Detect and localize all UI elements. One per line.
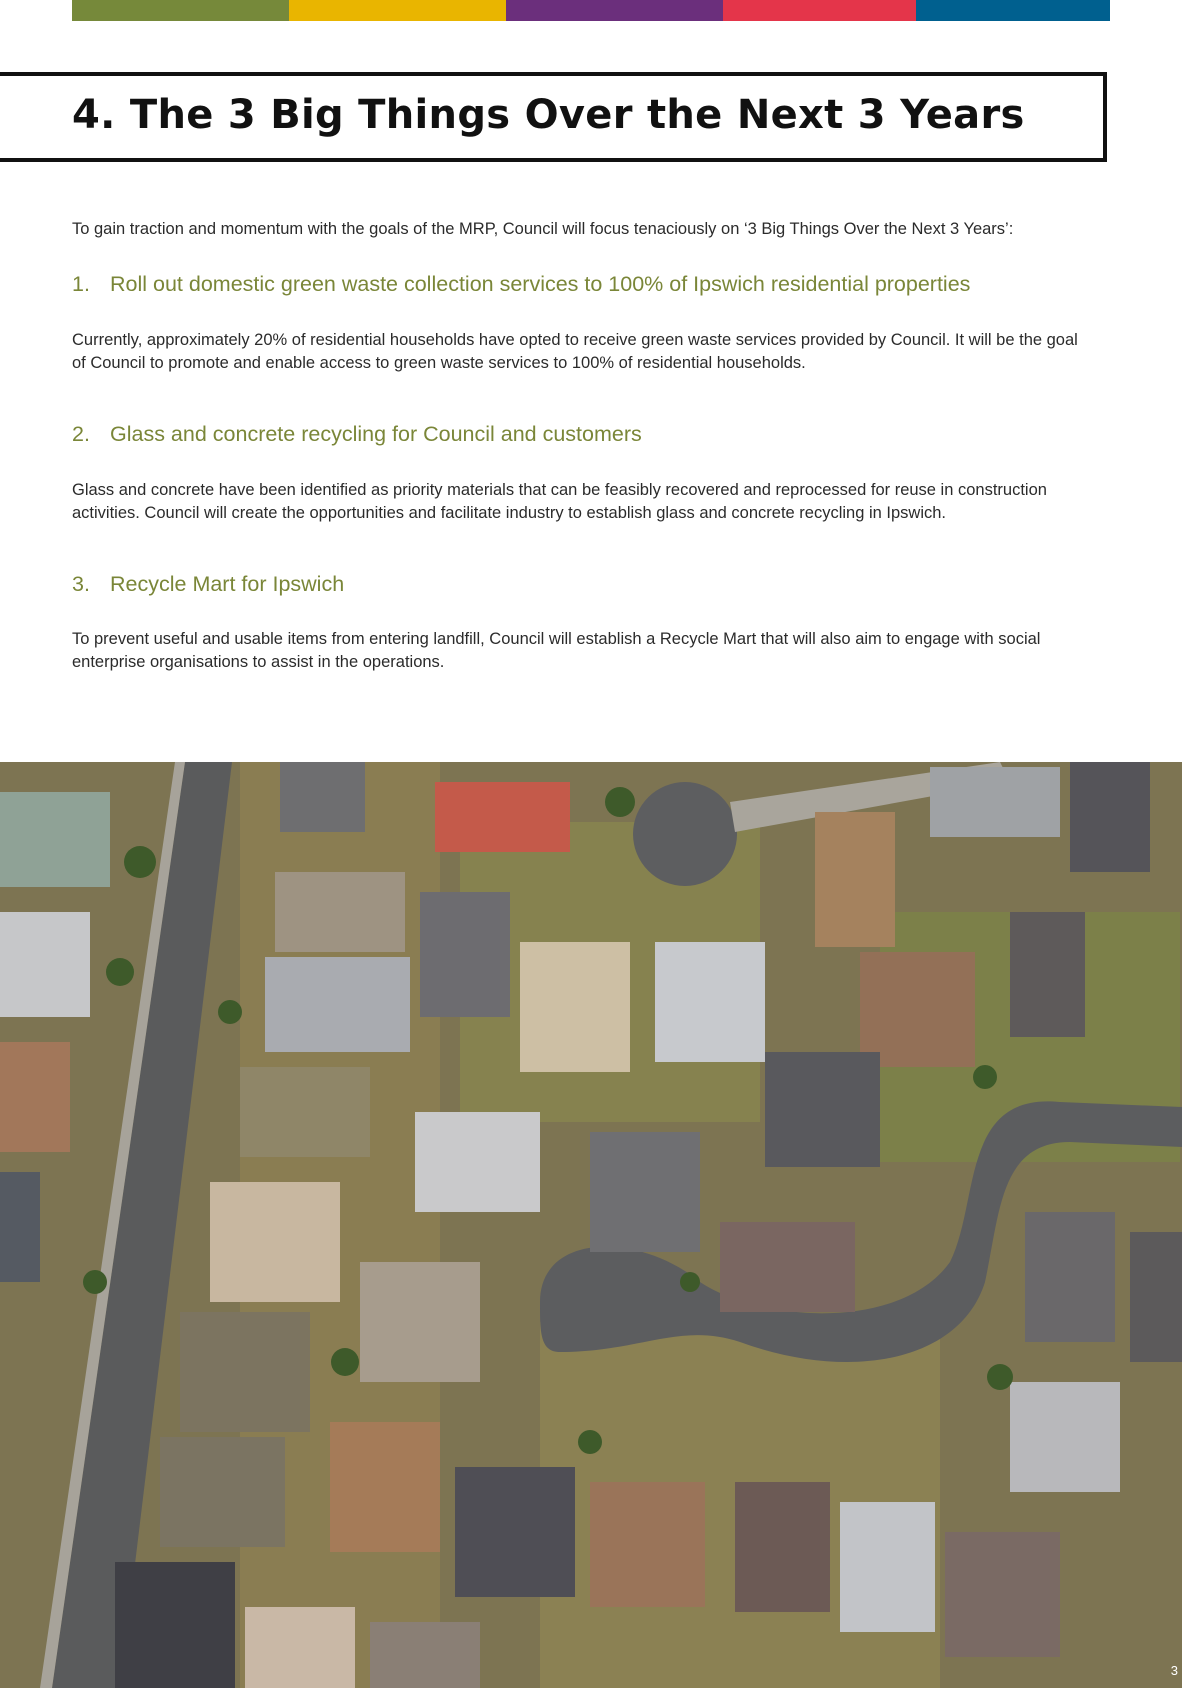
aerial-photo-illustration bbox=[0, 762, 1182, 1688]
stripe-green bbox=[72, 0, 289, 21]
aerial-suburb-photo bbox=[0, 762, 1182, 1688]
section-3-number: 3. bbox=[72, 572, 90, 596]
section-2-number: 2. bbox=[72, 422, 90, 446]
stripe-red bbox=[723, 0, 916, 21]
page-number: 3 bbox=[1170, 1663, 1178, 1678]
color-stripe bbox=[72, 0, 1110, 21]
page-title: 4. The 3 Big Things Over the Next 3 Years bbox=[72, 92, 1025, 138]
title-box bbox=[0, 72, 1107, 162]
section-1-title: Roll out domestic green waste collection services to 100% of Ipswich residential properties bbox=[110, 272, 971, 296]
stripe-yellow bbox=[289, 0, 506, 21]
section-1-body: Currently, approximately 20% of residential households have opted to receive green waste services provided by Council. It will be the goal of Council to promote and enable access to green waste services to 100% of residential households. bbox=[72, 331, 1078, 372]
section-1-number: 1. bbox=[72, 272, 90, 296]
stripe-purple bbox=[506, 0, 723, 21]
section-2-heading bbox=[72, 422, 1112, 447]
section-3-body: To prevent useful and usable items from entering landfill, Council will establish a Recycle Mart that will also aim to engage with social enterprise organisations to assist in the operations. bbox=[72, 630, 1041, 671]
section-3-title: Recycle Mart for Ipswich bbox=[110, 572, 345, 596]
section-2-title: Glass and concrete recycling for Council and customers bbox=[110, 422, 642, 446]
stripe-blue bbox=[916, 0, 1110, 21]
section-3-heading bbox=[72, 572, 1112, 597]
intro-paragraph: To gain traction and momentum with the goals of the MRP, Council will focus tenaciously on ‘3 Big Things Over the Next 3 Years’: bbox=[72, 220, 1014, 238]
section-2-body: Glass and concrete have been identified as priority materials that can be feasibly recovered and reprocessed for reuse in construction activities. Council will create the opportunities and facilitate industry to establish glass and concrete recycling in Ipswich. bbox=[72, 481, 1047, 522]
section-1-heading bbox=[72, 272, 1112, 297]
